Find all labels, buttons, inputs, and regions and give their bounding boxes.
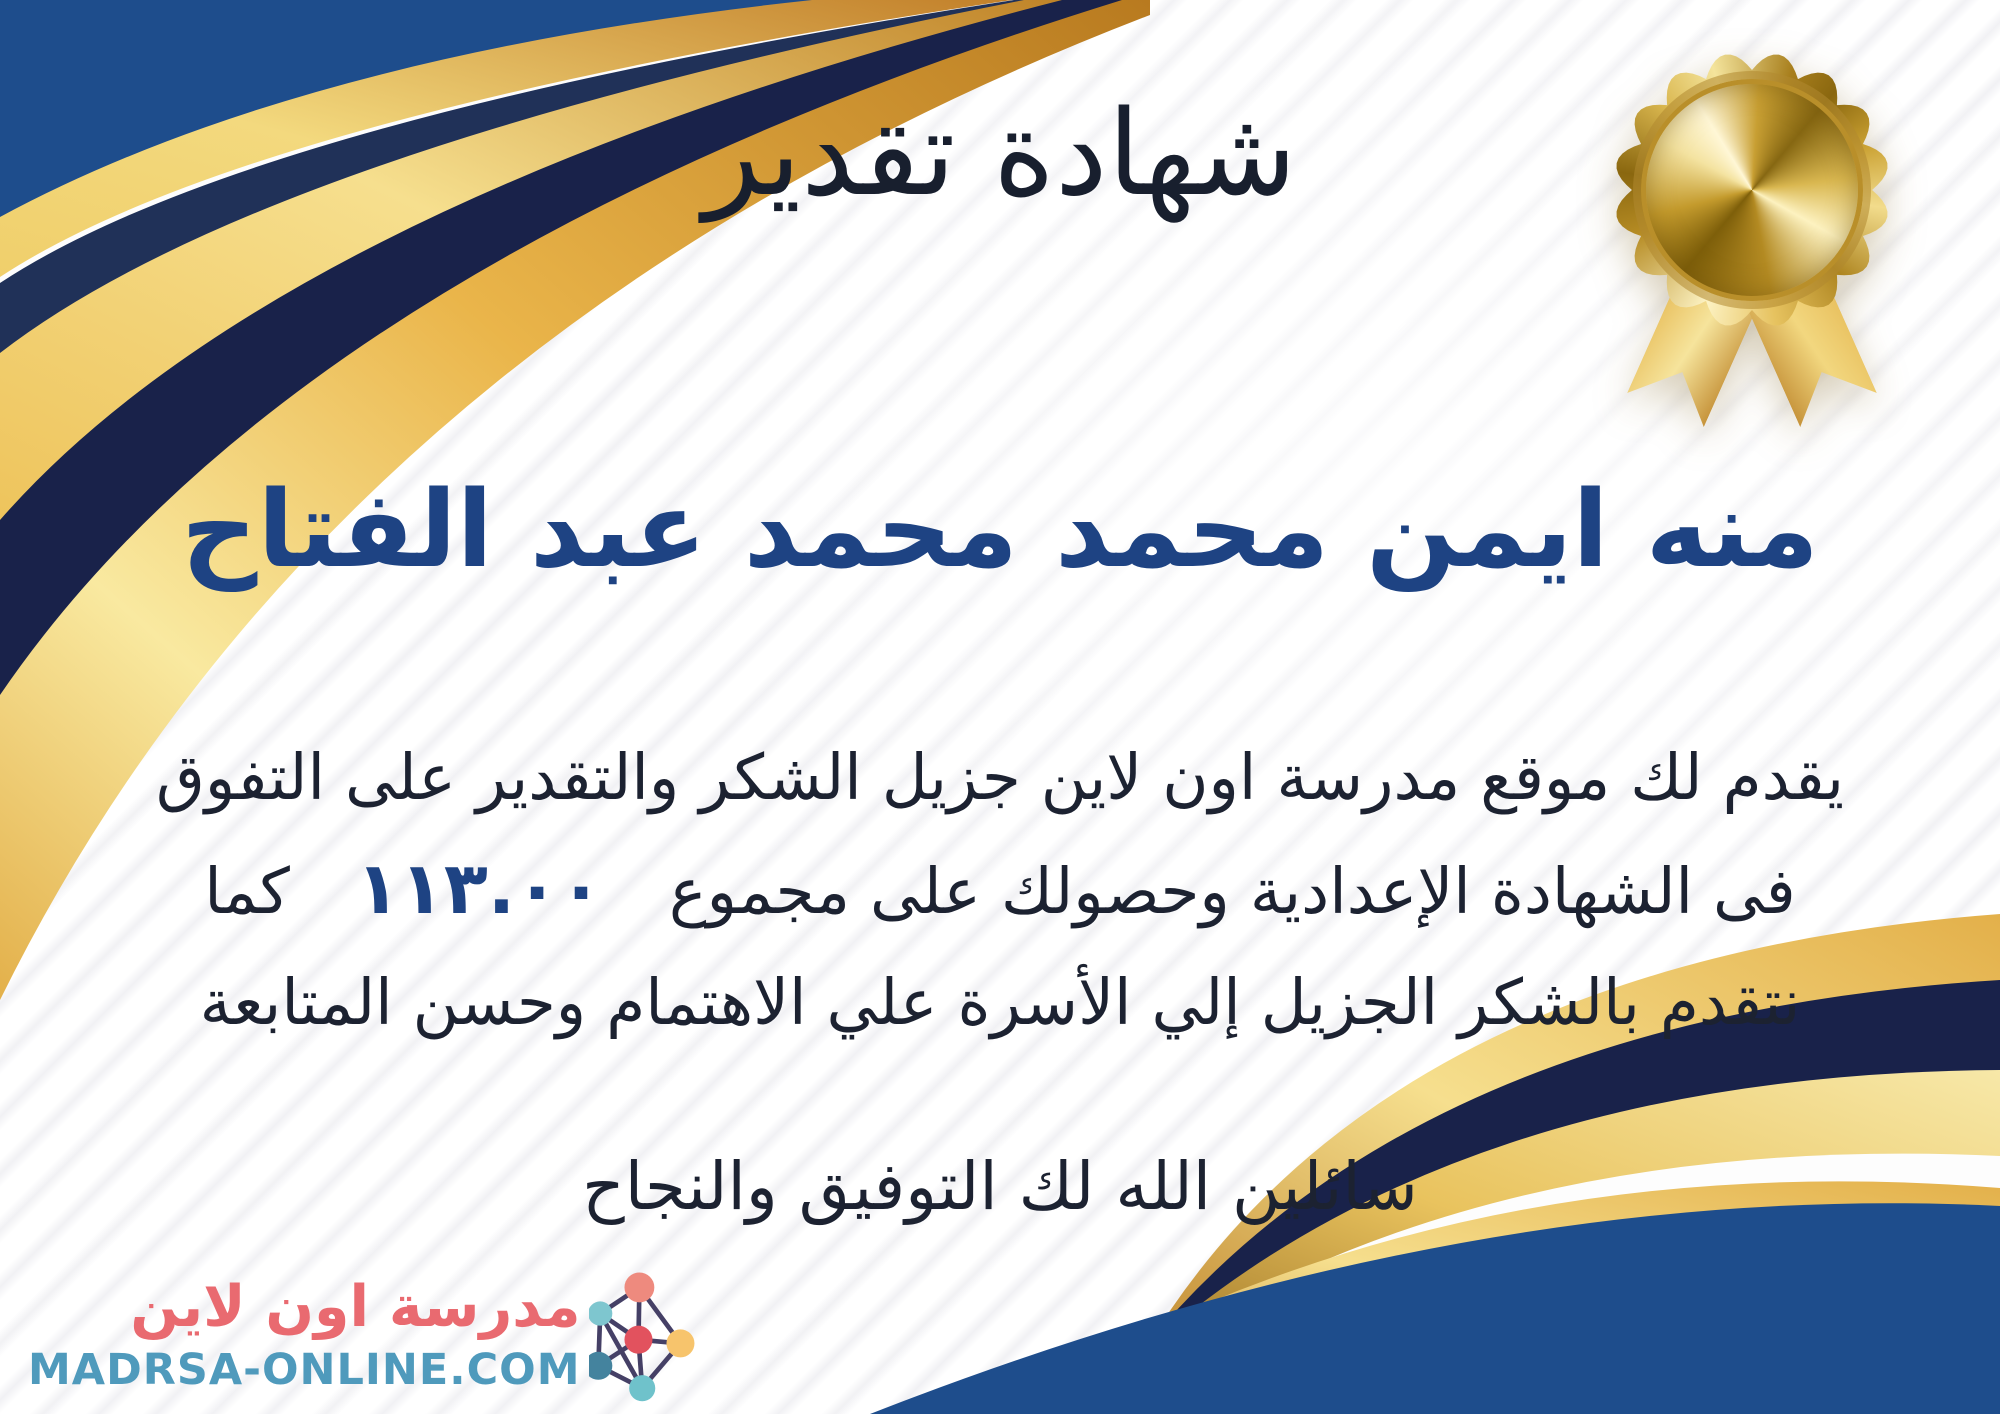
body-line-3: نتقدم بالشكر الجزيل إلي الأسرة علي الاهتمام وحسن المتابعة <box>199 966 1801 1039</box>
certificate-body <box>0 722 2000 1058</box>
logo-arabic-name: مدرسة اون لاين <box>130 1274 581 1340</box>
certificate-title: شهادة تقدير <box>703 84 1297 222</box>
site-logo <box>28 1264 701 1406</box>
logo-domain: MADRSA-ONLINE.COM <box>28 1345 581 1395</box>
body-line-1: يقدم لك موقع مدرسة اون لاين جزيل الشكر والتقدير على التفوق <box>155 741 1845 814</box>
score-value: ١١٣.٠٠ <box>355 846 603 930</box>
closing-line: سائلين الله لك التوفيق والنجاح <box>582 1148 1418 1225</box>
body-line-2-after: كما <box>204 855 290 928</box>
body-line-2 <box>0 833 2000 947</box>
site-logo-texts <box>28 1272 581 1398</box>
logo-network-icon <box>589 1264 701 1406</box>
body-line-2-before: فى الشهادة الإعدادية وحصولك على مجموع <box>669 855 1796 928</box>
recipient-name: منه ايمن محمد محمد عبد الفتاح <box>181 468 1819 591</box>
